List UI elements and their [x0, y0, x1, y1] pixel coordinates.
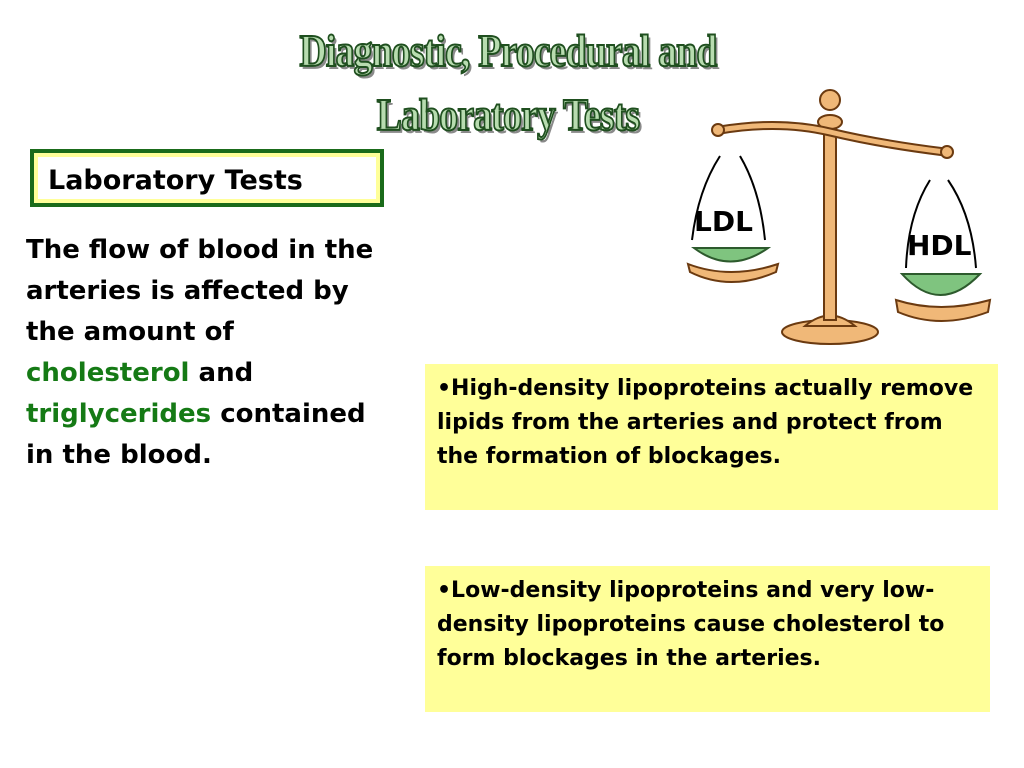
section-label-box	[30, 149, 384, 207]
title-line-1: Diagnostic, Procedural and	[299, 25, 717, 76]
main-text-part1: The flow of blood in the arteries is affected by the amount of	[26, 235, 374, 347]
ldl-label: LDL	[694, 205, 753, 238]
section-label-text: Laboratory Tests	[48, 165, 303, 196]
section-label-inner	[38, 157, 376, 199]
cholesterol-term: cholesterol	[26, 358, 190, 388]
title-line-2: Laboratory Tests	[376, 89, 640, 140]
hdl-label: HDL	[907, 229, 972, 262]
main-text-part2: contained in the blood.	[26, 399, 366, 470]
main-text-and: and	[189, 358, 254, 388]
triglycerides-term: triglycerides	[26, 399, 212, 429]
ldl-info-box: •Low-density lipoproteins and very low-density lipoproteins cause cholesterol to form blockages in the arteries.	[425, 566, 990, 712]
hdl-info-box: •High-density lipoproteins actually remove lipids from the arteries and protect from the formation of blockages.	[425, 364, 998, 510]
main-paragraph	[26, 230, 386, 476]
